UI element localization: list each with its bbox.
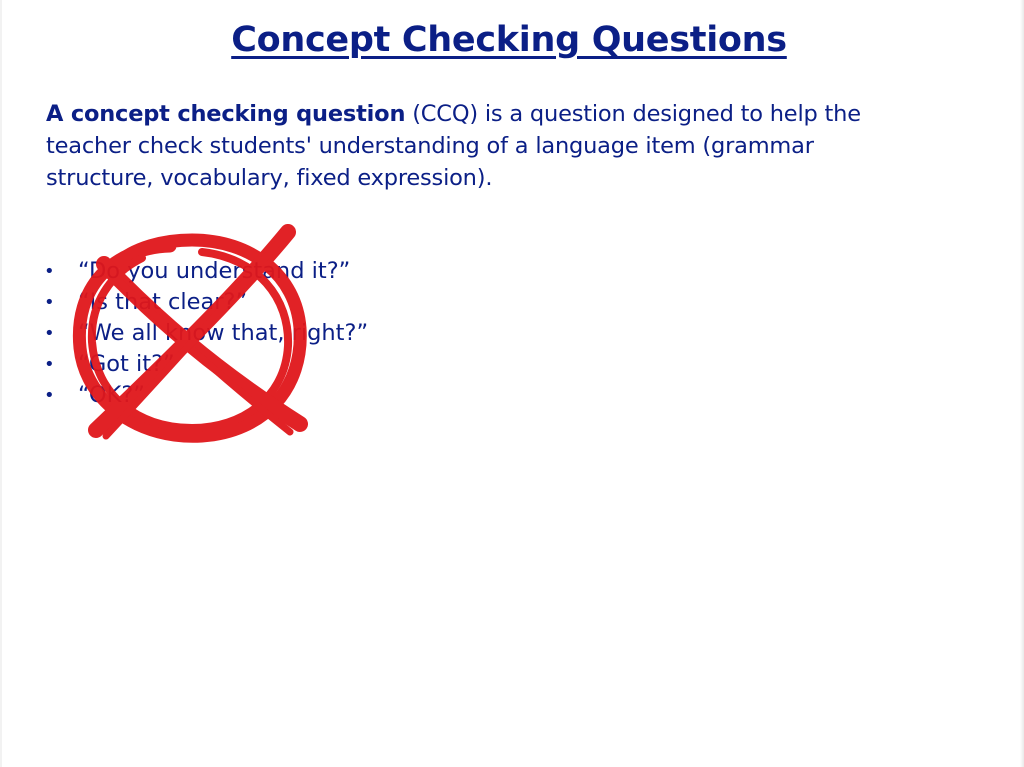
intro-bold-term: A concept checking question — [46, 101, 406, 127]
list-item — [44, 380, 368, 411]
slide-title: Concept Checking Questions — [231, 20, 787, 60]
list-item-text: “Do you understand it?” — [78, 258, 351, 284]
slide-right-edge — [1020, 0, 1024, 767]
list-item-text: “Got it?” — [78, 351, 175, 377]
bullet-icon: • — [44, 354, 55, 375]
list-item — [44, 349, 368, 380]
list-item-text: “We all know that, right?” — [78, 320, 369, 346]
list-item — [44, 287, 368, 318]
intro-paragraph — [46, 98, 946, 194]
intro-text-line-2: teacher check students' understanding of a language item (grammar — [46, 133, 814, 159]
intro-text-line-3: structure, vocabulary, fixed expression). — [46, 165, 493, 191]
list-item — [44, 256, 368, 287]
list-item — [44, 318, 368, 349]
list-item-text: “OK?” — [78, 382, 145, 408]
slide-left-edge — [0, 0, 2, 767]
bullet-icon: • — [44, 385, 55, 406]
bullet-icon: • — [44, 292, 55, 313]
intro-text-line-1: (CCQ) is a question designed to help the — [405, 101, 861, 127]
bullet-icon: • — [44, 323, 55, 344]
bullet-icon: • — [44, 261, 55, 282]
list-item-text: “Is that clear?” — [78, 289, 248, 315]
bad-questions-list — [44, 256, 368, 411]
